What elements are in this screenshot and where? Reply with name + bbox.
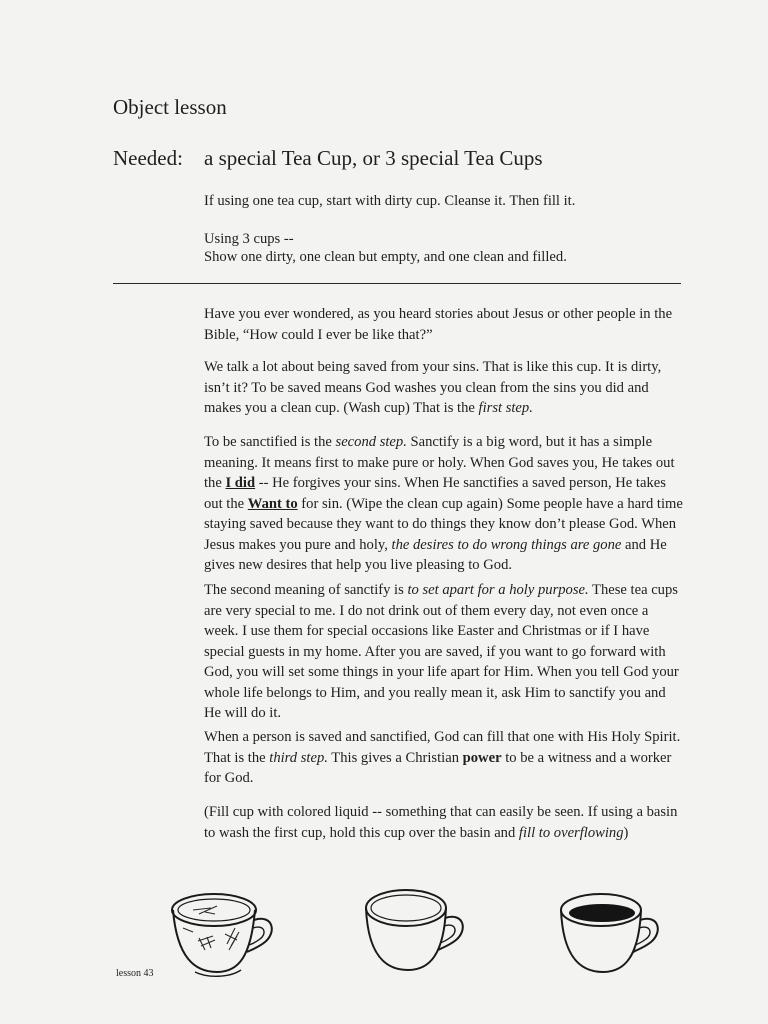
fill-overflowing-emphasis: fill to overflowing <box>518 824 624 841</box>
cup-liquid <box>569 904 635 922</box>
paragraph-2 <box>204 357 684 419</box>
paragraph-5 <box>204 727 684 789</box>
divider-line <box>113 283 681 284</box>
paragraph-6-close: ) <box>623 824 629 841</box>
first-step-emphasis: first step. <box>478 400 533 416</box>
paragraph-4 <box>204 580 684 724</box>
paragraph-5-intro: When a person is saved and sanctified, God can fill that one with His Holy Spirit. That is the <box>204 729 681 766</box>
paragraph-5-text: This gives a Christian <box>327 749 463 766</box>
paragraph-3-text-3: for sin. (Wipe the clean cup again) Some people have a hard time staying saved because they want to do things they know don’t please God. When Jesus makes you pure and holy, <box>204 495 683 553</box>
second-step-emphasis: second step. <box>335 434 407 450</box>
one-cup-instruction: If using one tea cup, start with dirty cup. Cleanse it. Then fill it. <box>204 193 576 209</box>
needed-text: a special Tea Cup, or 3 special Tea Cups <box>204 146 543 170</box>
want-to-emphasis: Want to <box>247 495 298 512</box>
paragraph-6-text: (Fill cup with colored liquid -- something that can easily be seen. If using a basin to wash the first cup, hold this cup over the basin and <box>204 804 678 841</box>
paragraph-3-text: Sanctify is a big word, but it has a simple meaning. It means first to make pure or holy. When God saves you, He takes out the <box>204 434 675 491</box>
three-cups-heading: Using 3 cups -- <box>204 231 294 247</box>
paragraph-4-intro: The second meaning of sanctify is <box>204 582 408 598</box>
desires-emphasis: the desires to do wrong things are gone <box>391 536 622 553</box>
third-step-emphasis: third step. <box>269 749 328 766</box>
paragraph-3-text-2: -- He forgives your sins. When He sanctifies a saved person, He takes out the <box>204 475 666 512</box>
paragraph-3-intro: To be sanctified is the <box>204 434 336 450</box>
paragraph-1-text: Have you ever wondered, as you heard stories about Jesus or other people in the Bible, “How could I ever be like that?” <box>204 306 673 343</box>
three-cups-detail: Show one dirty, one clean but empty, and one clean and filled. <box>204 249 567 265</box>
paragraph-1 <box>204 304 684 345</box>
i-did-emphasis: I did <box>225 475 256 491</box>
clean-filled-cup-drawing <box>553 888 668 980</box>
paragraph-4-text: These tea cups are very special to me. I do not drink out of them every day, not even once a week. I use them for special occasions like Easter and Christmas or if I have special guests in my home. After you are saved, if you want to go forward with God, you will set some things in your life apart for Him. When you tell God your whole life belongs to Him, and you really mean it, ask Him to sanctify you and He will do it. <box>204 582 679 721</box>
set-apart-emphasis: to set apart for a holy purpose. <box>407 582 589 598</box>
page-title: Object lesson <box>113 95 227 119</box>
power-emphasis: power <box>462 749 502 766</box>
paragraph-3 <box>204 432 684 576</box>
paragraph-3-text-4: and He gives new desires that help you live pleasing to God. <box>204 536 667 573</box>
paragraph-5-text-2: to be a witness and a worker for God. <box>204 749 672 786</box>
paragraph-6 <box>204 802 684 843</box>
dirty-cup-drawing <box>165 888 280 978</box>
clean-empty-cup-drawing <box>358 884 473 976</box>
lesson-number: lesson 43 <box>116 968 154 979</box>
needed-label: Needed: <box>113 146 183 170</box>
paragraph-2-text: We talk a lot about being saved from your sins. That is like this cup. It is dirty, isn’t it? To be saved means God washes you clean from the sins you did and makes you a clean cup. (Wash cup) That is the <box>204 359 662 416</box>
